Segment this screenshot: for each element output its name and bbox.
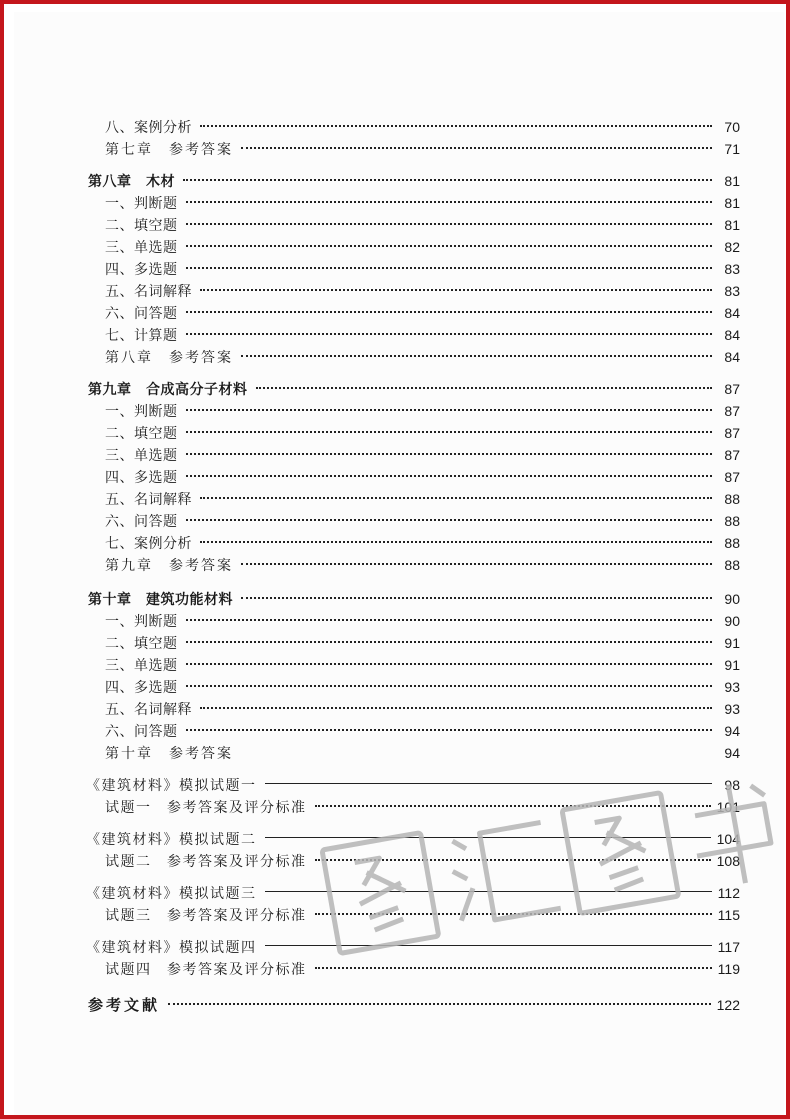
toc-entry[interactable]	[105, 237, 740, 258]
toc-entry-answers[interactable]	[105, 347, 740, 368]
toc-entry[interactable]	[105, 117, 740, 138]
toc-entry-page: 71	[724, 141, 740, 157]
toc-entry-answers[interactable]	[105, 139, 740, 160]
toc-chapter-heading[interactable]	[88, 171, 740, 192]
dot-leader	[186, 311, 713, 313]
toc-entry-title: 试题二 参考答案及评分标准	[105, 854, 307, 870]
line-leader	[265, 891, 712, 892]
dot-leader	[200, 289, 712, 291]
toc-entry-page: 87	[724, 425, 740, 441]
dot-leader	[186, 685, 713, 687]
dot-leader	[186, 641, 713, 643]
toc-entry-title: 三、单选题	[105, 658, 178, 674]
toc-entry-title: 第九章 合成高分子材料	[88, 382, 248, 398]
toc-entry-title: 第七章 参考答案	[105, 142, 233, 158]
toc-entry-page: 108	[716, 853, 740, 869]
dot-leader	[186, 475, 713, 477]
toc-entry-title: 第八章 参考答案	[105, 350, 233, 366]
dot-leader	[186, 201, 713, 203]
toc-entry-title: 四、多选题	[105, 470, 178, 486]
line-leader	[265, 783, 713, 784]
line-leader	[265, 837, 711, 838]
dot-leader	[256, 387, 713, 389]
toc-entry[interactable]	[105, 445, 740, 466]
toc-entry[interactable]	[105, 633, 740, 654]
toc-entry-title: 第八章 木材	[88, 174, 175, 190]
dot-leader	[241, 355, 712, 357]
dot-leader	[241, 147, 712, 149]
dot-leader	[186, 729, 713, 731]
toc-entry-title: 五、名词解释	[105, 702, 192, 718]
toc-entry-page: 81	[724, 195, 740, 211]
toc-mock-answers[interactable]	[105, 959, 740, 980]
toc-entry-title: 七、案例分析	[105, 536, 192, 552]
toc-entry-page: 90	[724, 591, 740, 607]
toc-entry-page: 82	[724, 239, 740, 255]
toc-entry-page: 87	[724, 447, 740, 463]
toc-entry-page: 119	[717, 961, 740, 977]
dot-leader	[241, 563, 712, 565]
toc-mock-answers[interactable]	[105, 905, 740, 926]
toc-entry-title: 五、名词解释	[105, 284, 192, 300]
line-leader	[265, 945, 712, 946]
dot-leader	[200, 497, 712, 499]
toc-entry[interactable]	[105, 677, 740, 698]
toc-entry[interactable]	[105, 303, 740, 324]
toc-entry[interactable]	[105, 655, 740, 676]
toc-entry-page: 87	[724, 381, 740, 397]
toc-entry-page: 91	[724, 657, 740, 673]
toc-entry[interactable]	[105, 193, 740, 214]
toc-mock-test[interactable]	[86, 775, 740, 796]
toc-entry-title: 二、填空题	[105, 426, 178, 442]
toc-entry-title: 一、判断题	[105, 614, 178, 630]
dot-leader	[183, 179, 712, 181]
toc-entry-title: 六、问答题	[105, 724, 178, 740]
toc-chapter-heading[interactable]	[88, 589, 740, 610]
dot-leader	[186, 519, 713, 521]
toc-entry-title: 试题一 参考答案及评分标准	[105, 800, 307, 816]
dot-leader	[168, 1003, 711, 1005]
toc-chapter-heading[interactable]	[88, 379, 740, 400]
toc-entry-title: 参考文献	[88, 996, 161, 1014]
toc-entry-page: 98	[724, 777, 740, 793]
toc-entry-page: 91	[724, 635, 740, 651]
toc-entry-page: 83	[724, 261, 740, 277]
dot-leader	[186, 663, 713, 665]
toc-entry-title: 二、填空题	[105, 636, 178, 652]
dot-leader	[186, 431, 713, 433]
blank-leader	[241, 751, 712, 753]
toc-entry-page: 88	[724, 513, 740, 529]
toc-entry-page: 104	[716, 831, 740, 847]
dot-leader	[315, 805, 711, 807]
toc-entry[interactable]	[105, 325, 740, 346]
toc-entry-page: 122	[716, 997, 740, 1013]
toc-mock-test[interactable]	[86, 883, 740, 904]
toc-entry-page: 84	[724, 349, 740, 365]
toc-entry-page: 117	[717, 939, 740, 955]
dot-leader	[200, 707, 712, 709]
dot-leader	[315, 913, 712, 915]
toc-entry[interactable]	[105, 281, 740, 302]
dot-leader	[200, 125, 712, 127]
dot-leader	[186, 453, 713, 455]
toc-entry-page: 88	[724, 491, 740, 507]
dot-leader	[200, 541, 712, 543]
toc-entry-title: 《建筑材料》模拟试题四	[86, 940, 257, 956]
toc-entry-title: 六、问答题	[105, 306, 178, 322]
toc-entry-page: 90	[724, 613, 740, 629]
toc-entry-page: 112	[717, 885, 740, 901]
toc-mock-answers[interactable]	[105, 797, 740, 818]
toc-entry-page: 94	[724, 723, 740, 739]
toc-entry-title: 六、问答题	[105, 514, 178, 530]
toc-mock-answers[interactable]	[105, 851, 740, 872]
toc-entry-title: 五、名词解释	[105, 492, 192, 508]
toc-entry[interactable]	[105, 401, 740, 422]
toc-entry-page: 83	[724, 283, 740, 299]
toc-entry-page: 88	[724, 557, 740, 573]
toc-entry-page: 93	[724, 679, 740, 695]
toc-entry-title: 《建筑材料》模拟试题二	[86, 832, 257, 848]
toc-entry-page: 101	[716, 799, 740, 815]
toc-entry-page: 70	[724, 119, 740, 135]
toc-entry-title: 第十章 参考答案	[105, 746, 233, 762]
toc-entry-title: 三、单选题	[105, 240, 178, 256]
toc-entry-page: 81	[724, 217, 740, 233]
toc-entry-page: 84	[724, 327, 740, 343]
toc-entry-page: 93	[724, 701, 740, 717]
toc-entry-title: 二、填空题	[105, 218, 178, 234]
toc-entry[interactable]	[105, 533, 740, 554]
toc-entry-title: 一、判断题	[105, 404, 178, 420]
dot-leader	[315, 967, 712, 969]
toc-entry-page: 115	[717, 907, 740, 923]
toc-entry[interactable]	[105, 699, 740, 720]
toc-entry-title: 四、多选题	[105, 680, 178, 696]
toc-entry[interactable]	[105, 611, 740, 632]
toc-entry-title: 三、单选题	[105, 448, 178, 464]
toc-entry-answers[interactable]	[105, 555, 740, 576]
toc-entry[interactable]	[105, 721, 740, 742]
toc-entry-title: 《建筑材料》模拟试题一	[86, 778, 257, 794]
toc-entry-title: 试题四 参考答案及评分标准	[105, 962, 307, 978]
toc-entry-title: 八、案例分析	[105, 120, 192, 136]
toc-entry[interactable]	[105, 215, 740, 236]
toc-entry-page: 87	[724, 403, 740, 419]
dot-leader	[186, 223, 713, 225]
toc-entry[interactable]	[105, 489, 740, 510]
toc-entry-page: 87	[724, 469, 740, 485]
dot-leader	[186, 267, 713, 269]
toc-entry-title: 第十章 建筑功能材料	[88, 592, 233, 608]
dot-leader	[186, 333, 713, 335]
dot-leader	[186, 619, 713, 621]
toc-entry-answers[interactable]	[105, 743, 740, 764]
dot-leader	[315, 859, 711, 861]
toc-entry-title: 四、多选题	[105, 262, 178, 278]
toc-entry-page: 94	[724, 745, 740, 761]
toc-entry-title: 试题三 参考答案及评分标准	[105, 908, 307, 924]
toc-entry-page: 88	[724, 535, 740, 551]
toc-entry-page: 81	[724, 173, 740, 189]
toc-entry[interactable]	[105, 423, 740, 444]
toc-mock-test[interactable]	[86, 937, 740, 958]
dot-leader	[241, 597, 712, 599]
toc-entry[interactable]	[105, 511, 740, 532]
toc-references[interactable]	[88, 995, 740, 1015]
toc-entry-page: 84	[724, 305, 740, 321]
toc-entry-title: 第九章 参考答案	[105, 558, 233, 574]
dot-leader	[186, 409, 713, 411]
toc-entry-title: 《建筑材料》模拟试题三	[86, 886, 257, 902]
toc-entry[interactable]	[105, 467, 740, 488]
dot-leader	[186, 245, 713, 247]
toc-entry[interactable]	[105, 259, 740, 280]
toc-mock-test[interactable]	[86, 829, 740, 850]
toc-entry-title: 七、计算题	[105, 328, 178, 344]
toc-entry-title: 一、判断题	[105, 196, 178, 212]
